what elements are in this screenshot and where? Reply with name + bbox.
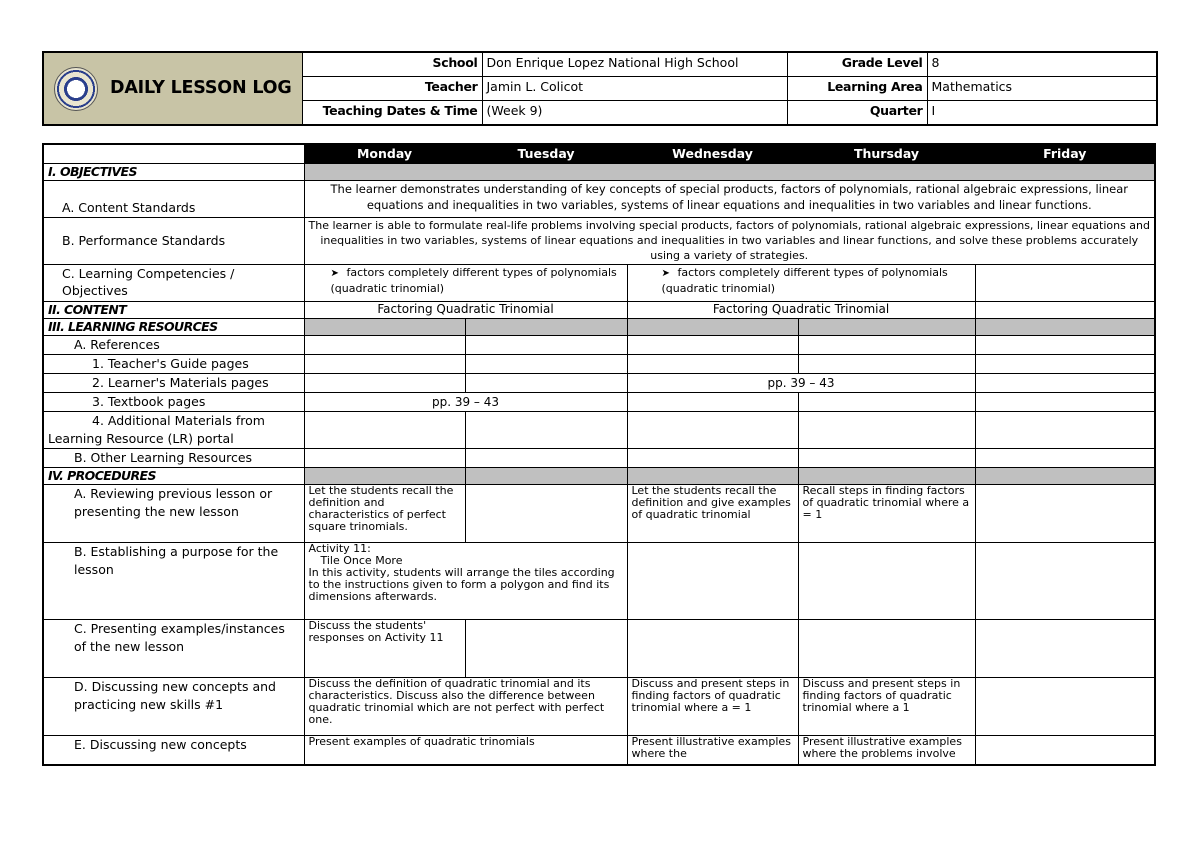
log-title: DAILY LESSON LOG	[110, 78, 292, 98]
content-standards-label: A. Content Standards	[43, 181, 304, 218]
procedure-c-monday: Discuss the students' responses on Activity 11	[304, 620, 465, 678]
textbook-pages-mon-tue: pp. 39 – 43	[304, 393, 627, 412]
procedure-e-thursday: Present illustrative examples where the problems involve	[798, 736, 975, 766]
competency-mon-tue: ➤ factors completely different types of polynomials (quadratic trinomial)	[304, 265, 627, 302]
day-monday: Monday	[304, 144, 465, 164]
dates-value: (Week 9)	[482, 100, 787, 125]
competencies-row	[43, 265, 1155, 302]
references-row	[43, 336, 1155, 355]
procedure-b-mon-tue	[304, 543, 627, 620]
procedure-b-label: B. Establishing a purpose for the lesson	[43, 543, 304, 620]
procedures-heading: IV. PROCEDURES	[43, 468, 304, 485]
activity-description: In this activity, students will arrange the tiles according to the instructions given to form a polygon and find its dimensions afterwards.	[308, 566, 615, 603]
procedure-b-row	[43, 543, 1155, 620]
performance-standards-row	[43, 218, 1155, 265]
section-objectives	[43, 164, 1155, 181]
section-content	[43, 302, 1155, 319]
header-table	[42, 51, 1158, 126]
teacher-value: Jamin L. Colicot	[482, 77, 787, 101]
procedure-d-wednesday: Discuss and present steps in finding factors of quadratic trinomial where a = 1	[627, 678, 798, 736]
textbook-label: 3. Textbook pages	[43, 393, 304, 412]
procedure-a-monday: Let the students recall the definition and characteristics of perfect square trinomials.	[304, 485, 465, 543]
references-label: A. References	[43, 336, 304, 355]
grade-value: 8	[927, 52, 1157, 77]
resources-heading: III. LEARNING RESOURCES	[43, 319, 304, 336]
content-mon-tue: Factoring Quadratic Trinomial	[304, 302, 627, 319]
arrow-bullet-icon: ➤	[661, 268, 670, 279]
deped-seal-icon	[54, 67, 98, 111]
additional-materials-row	[43, 412, 1155, 449]
day-wednesday: Wednesday	[627, 144, 798, 164]
header-logo-cell	[43, 52, 302, 125]
activity-title: Tile Once More	[320, 554, 403, 567]
procedure-a-wednesday: Let the students recall the definition and give examples of quadratic trinomial	[627, 485, 798, 543]
additional-materials-label: 4. Additional Materials from Learning Resource (LR) portal	[43, 412, 304, 449]
lesson-log-table	[42, 143, 1156, 766]
lm-label: 2. Learner's Materials pages	[43, 374, 304, 393]
competency-wed-thu: ➤ factors completely different types of polynomials (quadratic trinomial)	[627, 265, 975, 302]
competencies-label: C. Learning Competencies / Objectives	[43, 265, 304, 302]
other-resources-row	[43, 449, 1155, 468]
school-label: School	[302, 52, 482, 77]
performance-standards-text: The learner is able to formulate real-life problems involving special products, factors of polynomials, rational algebraic expressions, linear equations and inequalities in two variables, systems of linear equations and inequalities in two variables and linear functions, and solve these problems accurately using a variety of strategies.	[304, 218, 1155, 265]
dates-label: Teaching Dates & Time	[302, 100, 482, 125]
objectives-heading: I. OBJECTIVES	[43, 164, 304, 181]
area-label: Learning Area	[787, 77, 927, 101]
school-value: Don Enrique Lopez National High School	[482, 52, 787, 77]
content-heading: II. CONTENT	[43, 302, 304, 319]
day-thursday: Thursday	[798, 144, 975, 164]
lm-pages-wed-thu: pp. 39 – 43	[627, 374, 975, 393]
arrow-bullet-icon: ➤	[330, 268, 339, 279]
content-standards-row	[43, 181, 1155, 218]
section-procedures	[43, 468, 1155, 485]
teacher-label: Teacher	[302, 77, 482, 101]
procedure-c-row	[43, 620, 1155, 678]
procedure-d-row	[43, 678, 1155, 736]
day-tuesday: Tuesday	[465, 144, 627, 164]
performance-standards-label: B. Performance Standards	[43, 218, 304, 265]
area-value: Mathematics	[927, 77, 1157, 101]
quarter-value: I	[927, 100, 1157, 125]
content-wed-thu: Factoring Quadratic Trinomial	[627, 302, 975, 319]
day-header-row	[43, 144, 1155, 164]
activity-number: Activity 11:	[308, 542, 371, 555]
day-friday: Friday	[975, 144, 1155, 164]
procedure-e-row	[43, 736, 1155, 766]
lm-row	[43, 374, 1155, 393]
procedure-d-mon-tue: Discuss the definition of quadratic trinomial and its characteristics. Discuss also the difference between quadratic trinomial which are not perfect with perfect one.	[304, 678, 627, 736]
quarter-label: Quarter	[787, 100, 927, 125]
procedure-a-row	[43, 485, 1155, 543]
procedure-d-thursday: Discuss and present steps in finding factors of quadratic trinomial where a 1	[798, 678, 975, 736]
section-resources	[43, 319, 1155, 336]
tg-label: 1. Teacher's Guide pages	[43, 355, 304, 374]
grade-label: Grade Level	[787, 52, 927, 77]
procedure-d-label: D. Discussing new concepts and practicing new skills #1	[43, 678, 304, 736]
tg-row	[43, 355, 1155, 374]
procedure-e-mon-tue: Present examples of quadratic trinomials	[304, 736, 627, 766]
procedure-a-label: A. Reviewing previous lesson or presenting the new lesson	[43, 485, 304, 543]
content-standards-text: The learner demonstrates understanding of key concepts of special products, factors of polynomials, rational algebraic expressions, linear equations and inequalities in two variables, systems of linear equations and inequalities in two variables and linear functions.	[304, 181, 1155, 218]
other-resources-label: B. Other Learning Resources	[43, 449, 304, 468]
procedure-c-label: C. Presenting examples/instances of the new lesson	[43, 620, 304, 678]
procedure-e-label: E. Discussing new concepts	[43, 736, 304, 766]
procedure-a-thursday: Recall steps in finding factors of quadratic trinomial where a = 1	[798, 485, 975, 543]
textbook-row	[43, 393, 1155, 412]
procedure-e-wednesday: Present illustrative examples where the	[627, 736, 798, 766]
